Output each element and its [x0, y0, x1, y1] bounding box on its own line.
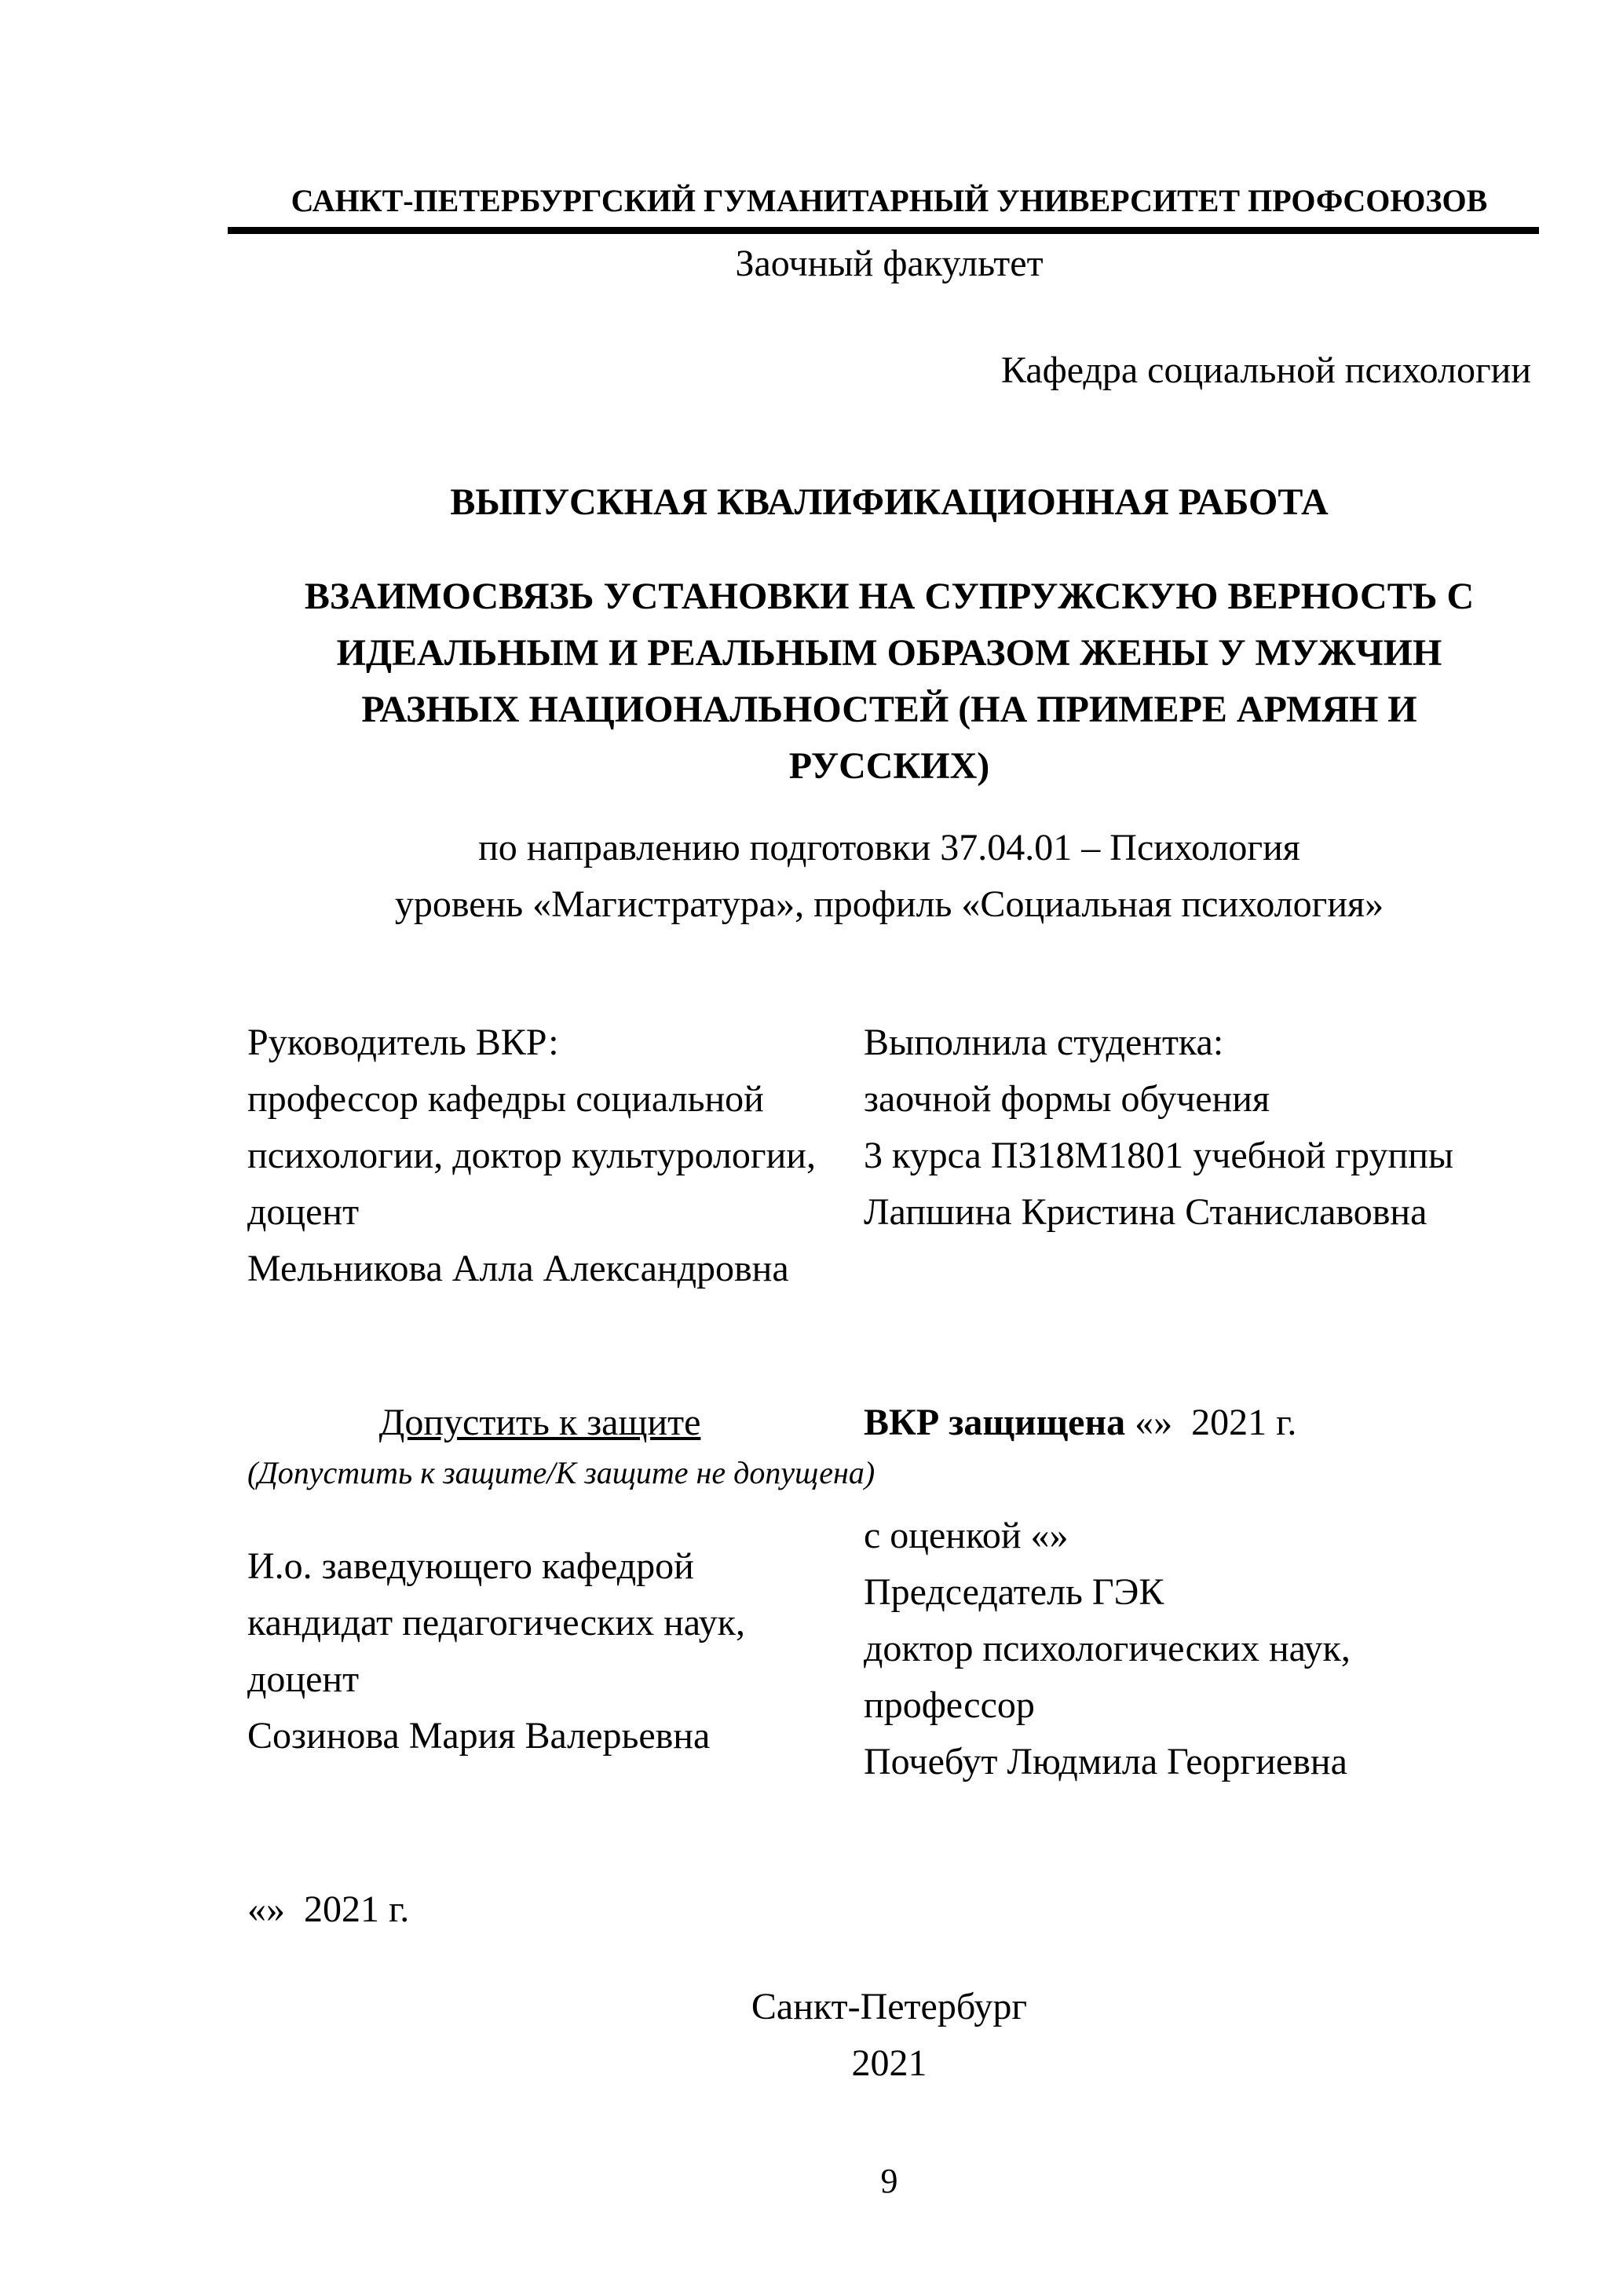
supervisor-label: Руководитель ВКР:	[247, 1022, 559, 1063]
supervisor-line: психологии, доктор культурологии,	[247, 1135, 816, 1176]
supervisor-line: профессор кафедры социальной	[247, 1078, 764, 1120]
supervisor-block	[247, 1015, 832, 1297]
faculty-name: Заочный факультет	[735, 243, 1044, 284]
student-line: заочной формы обучения	[864, 1078, 1270, 1120]
thesis-title	[247, 569, 1531, 795]
page-number: 9	[880, 2162, 898, 2200]
work-type-heading: ВЫПУСКНАЯ КВАЛИФИКАЦИОННАЯ РАБОТА	[450, 481, 1329, 523]
spacer	[864, 1451, 1531, 1508]
program-info	[247, 820, 1531, 933]
city-name: Санкт-Петербург	[751, 1986, 1028, 2027]
student-name: Лапшина Кристина Станиславовна	[864, 1191, 1427, 1233]
university-name: САНКТ-ПЕТЕРБУРГСКИЙ ГУМАНИТАРНЫЙ УНИВЕРСИТЕТ ПРОФСОЮЗОВ	[291, 183, 1488, 218]
admission-block	[247, 1395, 875, 1790]
defense-block	[864, 1395, 1531, 1790]
admission-official-line: доцент	[247, 1658, 360, 1700]
admission-official-line: кандидат педагогических наук,	[247, 1602, 745, 1643]
publication-year: 2021	[851, 2042, 927, 2084]
thesis-title-line: ВЗАИМОСВЯЗЬ УСТАНОВКИ НА СУПРУЖСКУЮ ВЕРНОСТЬ С	[304, 576, 1475, 617]
page-content	[247, 181, 1531, 2210]
admission-official-name: Созинова Мария Валерьевна	[247, 1715, 711, 1757]
approval-section	[247, 1395, 1531, 1790]
student-line: 3 курса ПЗ18М1801 учебной группы	[864, 1135, 1454, 1176]
defense-defended-label: ВКР защищена	[864, 1402, 1126, 1443]
supervisor-name: Мельникова Алла Александровна	[247, 1248, 789, 1289]
thesis-title-line: РУССКИХ)	[788, 745, 990, 787]
defense-date-line	[864, 1395, 1531, 1451]
thesis-title-line: РАЗНЫХ НАЦИОНАЛЬНОСТЕЙ (НА ПРИМЕРЕ АРМЯН И	[361, 689, 1417, 730]
admission-official-line: И.о. заведующего кафедрой	[247, 1545, 694, 1587]
signature-date-line: «» 2021 г.	[247, 1888, 410, 1930]
defense-defended-rest: «» 2021 г.	[1125, 1402, 1297, 1443]
defense-chair-line: профессор	[864, 1684, 1035, 1726]
program-level-profile: уровень «Магистратура», профиль «Социальная психология»	[394, 883, 1384, 925]
spacer	[247, 1495, 832, 1538]
people-section	[247, 1015, 1531, 1297]
department-name: Кафедра социальной психологии	[1000, 349, 1531, 391]
thesis-title-line: ИДЕАЛЬНЫМ И РЕАЛЬНЫМ ОБРАЗОМ ЖЕНЫ У МУЖЧИН	[336, 632, 1442, 674]
program-direction: по направлению подготовки 37.04.01 – Психология	[478, 827, 1300, 868]
defense-chair-line: доктор психологических наук,	[864, 1628, 1351, 1669]
supervisor-line: доцент	[247, 1191, 360, 1233]
defense-chair-name: Почебут Людмила Георгиевна	[864, 1741, 1347, 1782]
header-divider	[228, 227, 1539, 234]
student-label: Выполнила студентка:	[864, 1022, 1224, 1063]
defense-chair-line: Председатель ГЭК	[864, 1571, 1164, 1613]
student-block	[864, 1015, 1531, 1297]
admission-note: (Допустить к защите/К защите не допущена)	[247, 1455, 875, 1490]
defense-grade-line: с оценкой «»	[864, 1515, 1069, 1556]
admission-title: Допустить к защите	[378, 1402, 701, 1443]
